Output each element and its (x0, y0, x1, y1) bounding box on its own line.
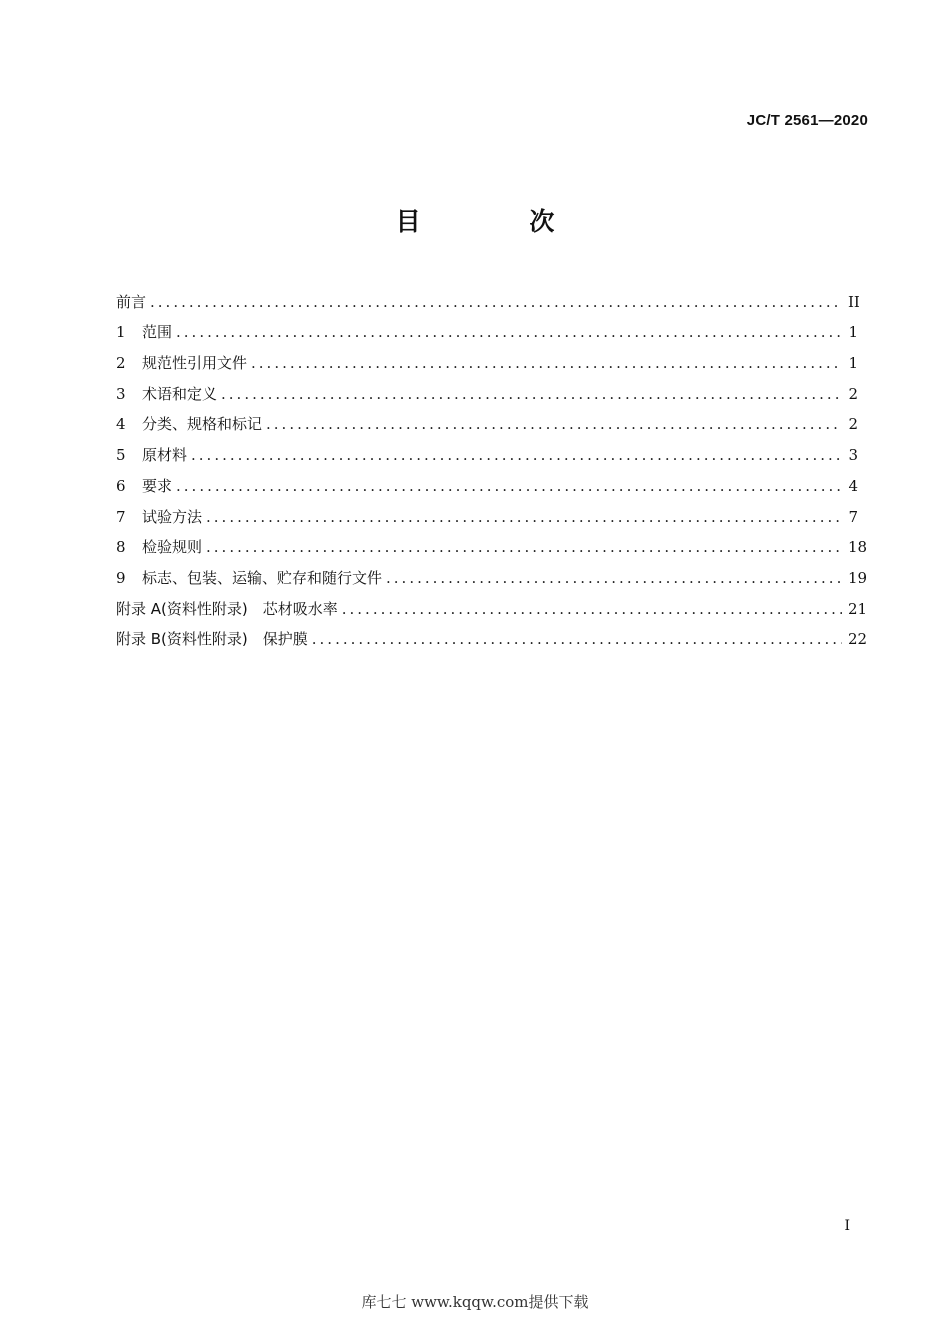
toc-entry-label: 原材料 (142, 446, 188, 465)
toc-entry-9[interactable] (116, 558, 868, 589)
toc-leader-dots (150, 291, 842, 313)
toc-entry-label: 术语和定义 (142, 384, 218, 403)
toc-leader-dots (191, 444, 842, 466)
toc-entry-number: 6 (116, 476, 126, 495)
toc-entry-5[interactable] (116, 435, 858, 466)
toc-entry-page: 1 (848, 323, 858, 342)
toc-entry-page: 19 (848, 568, 868, 587)
toc-entry-1[interactable] (116, 313, 858, 344)
toc-entry-number: 1 (116, 323, 126, 342)
toc-entry-7[interactable] (116, 497, 858, 528)
toc-entry-label: 分类、规格和标记 (142, 415, 263, 434)
toc-entry-label: 附录 B(资料性附录) 保护膜 (116, 630, 308, 649)
toc-entry-page: 2 (848, 384, 858, 403)
toc-leader-dots (206, 536, 842, 558)
toc-entry-page: 7 (848, 507, 858, 526)
toc-entry-label: 要求 (142, 476, 173, 495)
toc-leader-dots (176, 321, 842, 343)
toc-leader-dots (251, 352, 842, 374)
toc-entry-label: 检验规则 (142, 538, 203, 557)
standard-code: JC/T 2561—2020 (746, 112, 868, 129)
toc-entry-label: 前言 (116, 292, 147, 311)
toc-entry-label: 范围 (142, 323, 173, 342)
page-title: 目 次 (395, 207, 605, 236)
toc-entry-label: 标志、包装、运输、贮存和随行文件 (142, 568, 383, 587)
toc-entry-page: 3 (848, 446, 858, 465)
toc-entry-foreword[interactable] (116, 282, 858, 313)
toc-entry-6[interactable] (116, 466, 858, 497)
toc-entry-8[interactable] (116, 528, 868, 559)
toc-entry-number: 8 (116, 538, 126, 557)
toc-leader-dots (342, 598, 842, 620)
toc-entry-number: 4 (116, 415, 126, 434)
toc-entry-page: 1 (848, 354, 858, 373)
download-source-footer: 库七七 www.kqqw.com提供下载 (361, 1293, 589, 1311)
toc-entry-page: 4 (848, 476, 858, 495)
toc-leader-dots (221, 383, 842, 405)
toc-leader-dots (266, 413, 842, 435)
toc-entry-number: 2 (116, 354, 126, 373)
toc-entry-number: 5 (116, 446, 126, 465)
toc-entry-2[interactable] (116, 343, 858, 374)
toc-entry-page: 18 (848, 538, 868, 557)
toc-leader-dots (206, 506, 842, 528)
toc-entry-3[interactable] (116, 374, 858, 405)
toc-leader-dots (312, 628, 842, 650)
toc-entry-page: 2 (848, 415, 858, 434)
toc-entry-page: 22 (848, 630, 868, 649)
toc-entry-4[interactable] (116, 405, 858, 436)
toc-entry-appendix-b[interactable] (116, 620, 868, 651)
toc-entry-appendix-a[interactable] (116, 589, 868, 620)
toc-entry-number: 3 (116, 384, 126, 403)
toc-entry-page: 21 (848, 599, 868, 618)
toc-entry-label: 附录 A(资料性附录) 芯材吸水率 (116, 599, 338, 618)
page-number: I (844, 1218, 850, 1234)
toc-entry-page: II (848, 292, 860, 311)
toc-entry-label: 试验方法 (142, 507, 203, 526)
toc-entry-number: 9 (116, 568, 126, 587)
toc-entry-label: 规范性引用文件 (142, 354, 248, 373)
table-of-contents (116, 282, 868, 650)
toc-leader-dots (386, 567, 842, 589)
toc-entry-number: 7 (116, 507, 126, 526)
toc-leader-dots (176, 475, 842, 497)
